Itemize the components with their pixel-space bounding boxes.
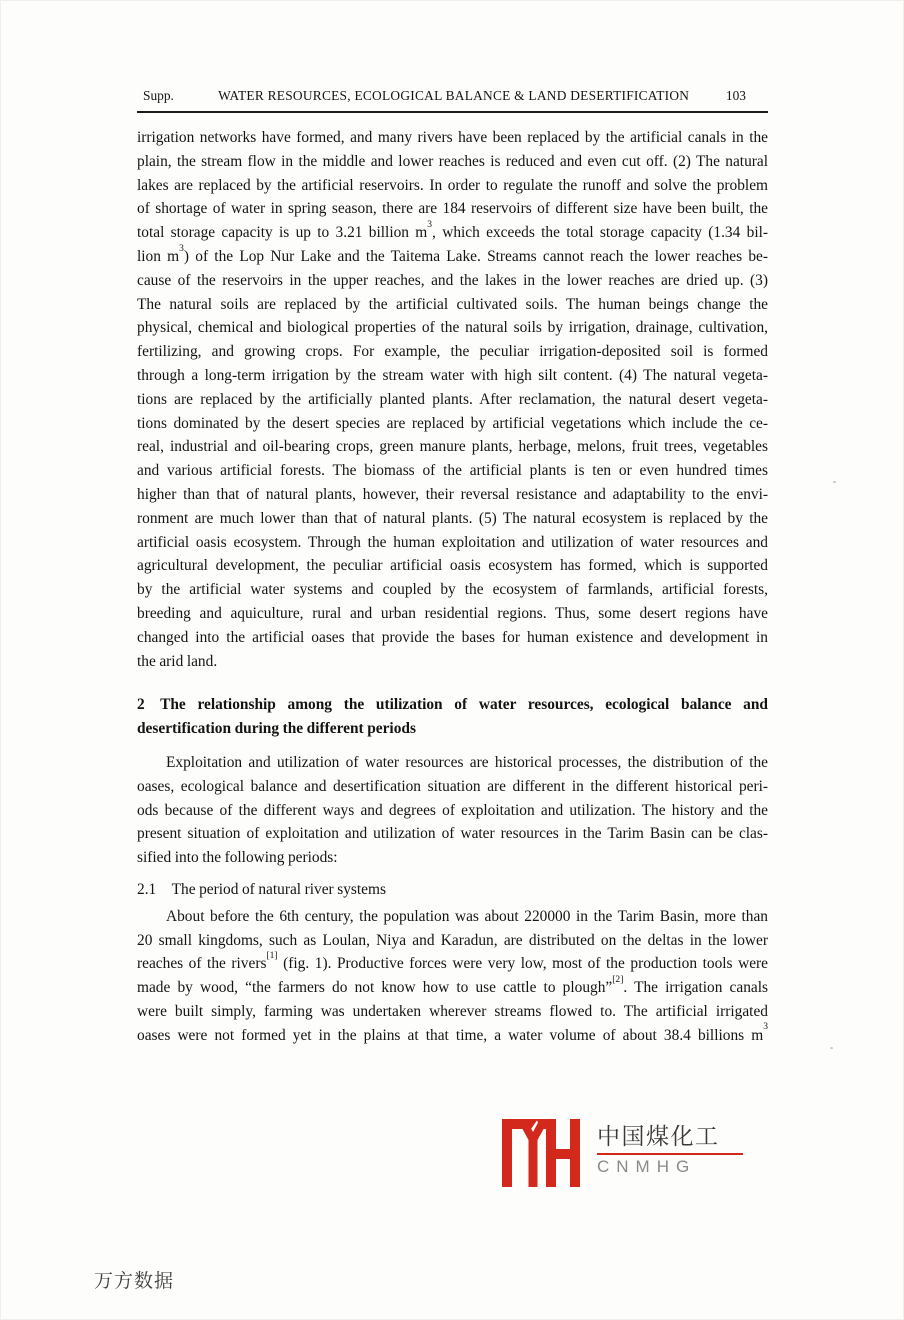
cnmhg-logo-mark-icon: [502, 1119, 580, 1187]
text-line: oases, ecological balance and desertification situation are different in the different historical peri-: [137, 777, 768, 795]
paragraph-2: [137, 751, 768, 870]
text-line: 2 The relationship among the utilization of water resources, ecological balance and: [137, 696, 768, 714]
text-line: sified into the following periods:: [137, 849, 338, 867]
wanfang-watermark: 万方数据: [94, 1271, 175, 1292]
text-line: total storage capacity is up to 3.21 billion $m^3$, which exceeds the total storage capacity (1.34 bil-: [137, 218, 768, 242]
cnmhg-logo: [502, 1119, 743, 1187]
text-line: were built simply, farming was undertaken wherever streams flowed to. The artificial irrigated: [137, 1002, 768, 1020]
text-line: ods because of the different ways and degrees of exploitation and utilization. The history and the: [137, 801, 768, 819]
paragraph-3: [137, 905, 768, 1048]
text-line: real, industrial and oil-bearing crops, green manure plants, herbage, melons, fruit trees, vegetables: [137, 438, 768, 456]
text-line: ronment are much lower than that of natural plants. (5) The natural ecosystem is replaced by the: [137, 509, 768, 527]
text-line: reaches of the rivers[1] (fig. 1). Productive forces were very low, most of the production tools were: [137, 949, 768, 973]
header-title: WATER RESOURCES, ECOLOGICAL BALANCE & LAND DESERTIFICATION: [218, 88, 690, 103]
text-line: through a long-term irrigation by the stream water with high silt content. (4) The natural vegeta-: [137, 366, 768, 384]
text-line: 20 small kingdoms, such as Loulan, Niya and Karadun, are distributed on the deltas in the lower: [137, 931, 768, 949]
text-line: The natural soils are replaced by the artificial cultivated soils. The human beings change the: [137, 295, 768, 313]
text-line: present situation of exploitation and utilization of water resources in the Tarim Basin can be clas-: [137, 825, 768, 843]
text-line: made by wood, “the farmers do not know how to use cattle to plough”[2]. The irrigation canals: [137, 973, 768, 997]
text-line: and various artificial forests. The biomass of the artificial plants is ten or even hundred times: [137, 462, 768, 480]
text-line: artificial oasis ecosystem. Through the human exploitation and utilization of water resources and: [137, 533, 768, 551]
header-page-number: 103: [725, 88, 746, 103]
scan-speck: [830, 1047, 833, 1049]
text-line: changed into the artificial oases that provide the bases for human existence and development in: [137, 628, 768, 646]
text-line: by the artificial water systems and coupled by the ecosystem of farmlands, artificial forests,: [137, 581, 768, 599]
text-line: agricultural development, the peculiar artificial oasis ecosystem has formed, which is supported: [137, 557, 768, 575]
article-body: [137, 126, 768, 1047]
text-line: physical, chemical and biological properties of the natural soils by irrigation, drainage, cultivation,: [137, 319, 768, 337]
text-line: higher than that of natural plants, however, their reversal resistance and adaptability to the envi-: [137, 485, 768, 503]
text-line: tions dominated by the desert species are replaced by artificial vegetations which include the ce-: [137, 414, 768, 432]
logo-chinese-name: 中国煤化工: [597, 1123, 720, 1149]
text-line: desertification during the different periods: [137, 720, 416, 738]
text-line: lion $m^3$) of the Lop Nur Lake and the Taitema Lake. Streams cannot reach the lower reaches be-: [137, 242, 768, 265]
section-2-heading: [137, 693, 768, 741]
text-line: plain, the stream flow in the middle and lower reaches is reduced and even cut off. (2) The natural: [137, 152, 768, 170]
text-line: cause of the reservoirs in the upper reaches, and the lakes in the lower reaches are dried up. (3): [137, 271, 768, 289]
logo-divider: [597, 1153, 743, 1155]
text-line: About before the 6th century, the population was about 220000 in the Tarim Basin, more than: [166, 907, 768, 925]
header-rule: [137, 111, 768, 113]
text-line: irrigation networks have formed, and many rivers have been replaced by the artificial canals in the: [137, 129, 768, 146]
text-line: the arid land.: [137, 652, 218, 670]
text-line: fertilizing, and growing crops. For example, the peculiar irrigation-deposited soil is formed: [137, 343, 768, 361]
logo-latin-name: CNMHG: [597, 1156, 697, 1176]
text-line: tions are replaced by the artificially planted plants. After reclamation, the natural desert vegeta-: [137, 390, 768, 408]
header-volume-label: Supp.: [143, 88, 174, 103]
text-line: of shortage of water in spring season, there are 184 reservoirs of different size have been built, the: [137, 200, 768, 218]
paragraph-1: [137, 126, 768, 673]
text-line: oases were not formed yet in the plains at that time, a water volume of about 38.4 billions $m^3$: [137, 1021, 768, 1044]
scan-speck: [833, 481, 836, 483]
logo-text-block: [597, 1122, 743, 1187]
running-header: [137, 88, 768, 104]
section-2-1-heading: 2.1 The period of natural river systems: [137, 880, 386, 898]
text-line: lakes are replaced by the artificial reservoirs. In order to regulate the runoff and solve the problem: [137, 176, 768, 194]
text-line: Exploitation and utilization of water resources are historical processes, the distribution of the: [166, 753, 768, 771]
text-line: breeding and aquiculture, rural and urban residential regions. Thus, some desert regions have: [137, 604, 768, 622]
